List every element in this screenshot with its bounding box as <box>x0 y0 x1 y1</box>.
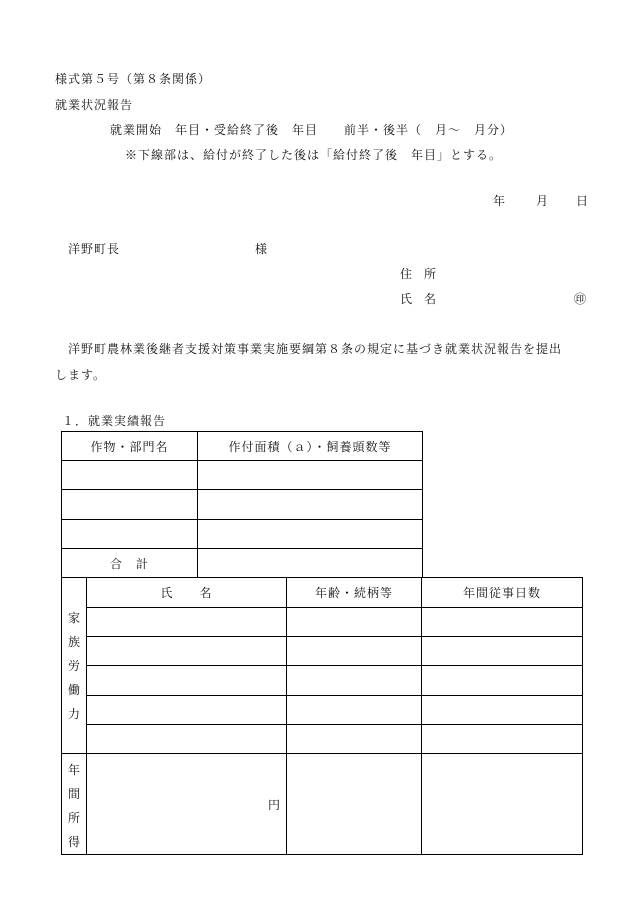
family-cell[interactable] <box>87 725 287 754</box>
crop-cell[interactable] <box>62 520 198 549</box>
family-cell[interactable] <box>87 696 287 725</box>
crop-total-value[interactable] <box>198 549 423 578</box>
note-line: ※下線部は、給付が終了した後は「給付終了後 年目」とする。 <box>125 148 503 162</box>
family-header-age: 年齢・続柄等 <box>287 578 422 608</box>
family-cell[interactable] <box>287 696 422 725</box>
date-day: 日 <box>576 194 589 208</box>
family-cell[interactable] <box>287 666 422 696</box>
family-cell[interactable] <box>422 608 583 637</box>
income-side-label: 年 間 所 得 <box>62 754 87 855</box>
table-row <box>62 666 583 696</box>
addressee-name: 洋野町長 <box>68 242 121 256</box>
crop-cell[interactable] <box>198 461 423 490</box>
crop-cell[interactable] <box>198 490 423 520</box>
table-row <box>62 696 583 725</box>
crop-cell[interactable] <box>62 461 198 490</box>
family-header-days: 年間従事日数 <box>422 578 583 608</box>
family-cell[interactable] <box>87 666 287 696</box>
table-row <box>62 725 583 754</box>
family-cell[interactable] <box>422 666 583 696</box>
form-number: 様式第５号（第８条関係） <box>55 72 212 86</box>
family-cell[interactable] <box>87 637 287 666</box>
crop-header-name: 作物・部門名 <box>62 432 198 461</box>
table-row <box>62 520 423 549</box>
family-cell[interactable] <box>287 608 422 637</box>
addressee-honorific: 様 <box>255 242 268 256</box>
family-cell[interactable] <box>422 637 583 666</box>
family-cell[interactable] <box>287 637 422 666</box>
family-table-header <box>62 578 583 608</box>
name-label: 氏 名 <box>400 292 437 306</box>
family-cell[interactable] <box>422 725 583 754</box>
date-year: 年 <box>493 194 506 208</box>
period-line: 就業開始 年目・受給終了後 年目 前半・後半（ 月～ 月分） <box>110 123 514 137</box>
crop-cell[interactable] <box>62 490 198 520</box>
family-cell[interactable] <box>287 725 422 754</box>
income-blank-cell[interactable] <box>287 754 422 855</box>
body-text-line2: します。 <box>55 368 107 382</box>
family-header-name: 氏 名 <box>87 578 287 608</box>
income-blank-cell[interactable] <box>422 754 583 855</box>
family-labor-table <box>61 577 583 855</box>
table-row <box>62 490 423 520</box>
income-amount-cell[interactable] <box>87 754 287 855</box>
date-month: 月 <box>536 194 549 208</box>
family-cell[interactable] <box>422 696 583 725</box>
crop-header-area: 作付面積（ａ）・飼養頭数等 <box>198 432 423 461</box>
address-label: 住 所 <box>400 267 437 281</box>
seal-mark: ㊞ <box>574 292 587 306</box>
table-row <box>62 461 423 490</box>
section1-title: １．就業実績報告 <box>62 414 167 428</box>
crop-table <box>61 431 423 578</box>
body-text-line1: 洋野町農林業後継者支援対策事業実施要綱第８条の規定に基づき就業状況報告を提出 <box>68 342 563 356</box>
table-row <box>62 608 583 637</box>
income-row <box>62 754 583 855</box>
crop-total-label: 合 計 <box>62 549 198 578</box>
table-row <box>62 637 583 666</box>
report-title: 就業状況報告 <box>55 98 134 112</box>
crop-cell[interactable] <box>198 520 423 549</box>
crop-total-row <box>62 549 423 578</box>
family-labor-side-label: 家 族 労 働 力 <box>62 578 87 754</box>
crop-table-header <box>62 432 423 461</box>
family-cell[interactable] <box>87 608 287 637</box>
income-unit: 円 <box>267 797 280 812</box>
